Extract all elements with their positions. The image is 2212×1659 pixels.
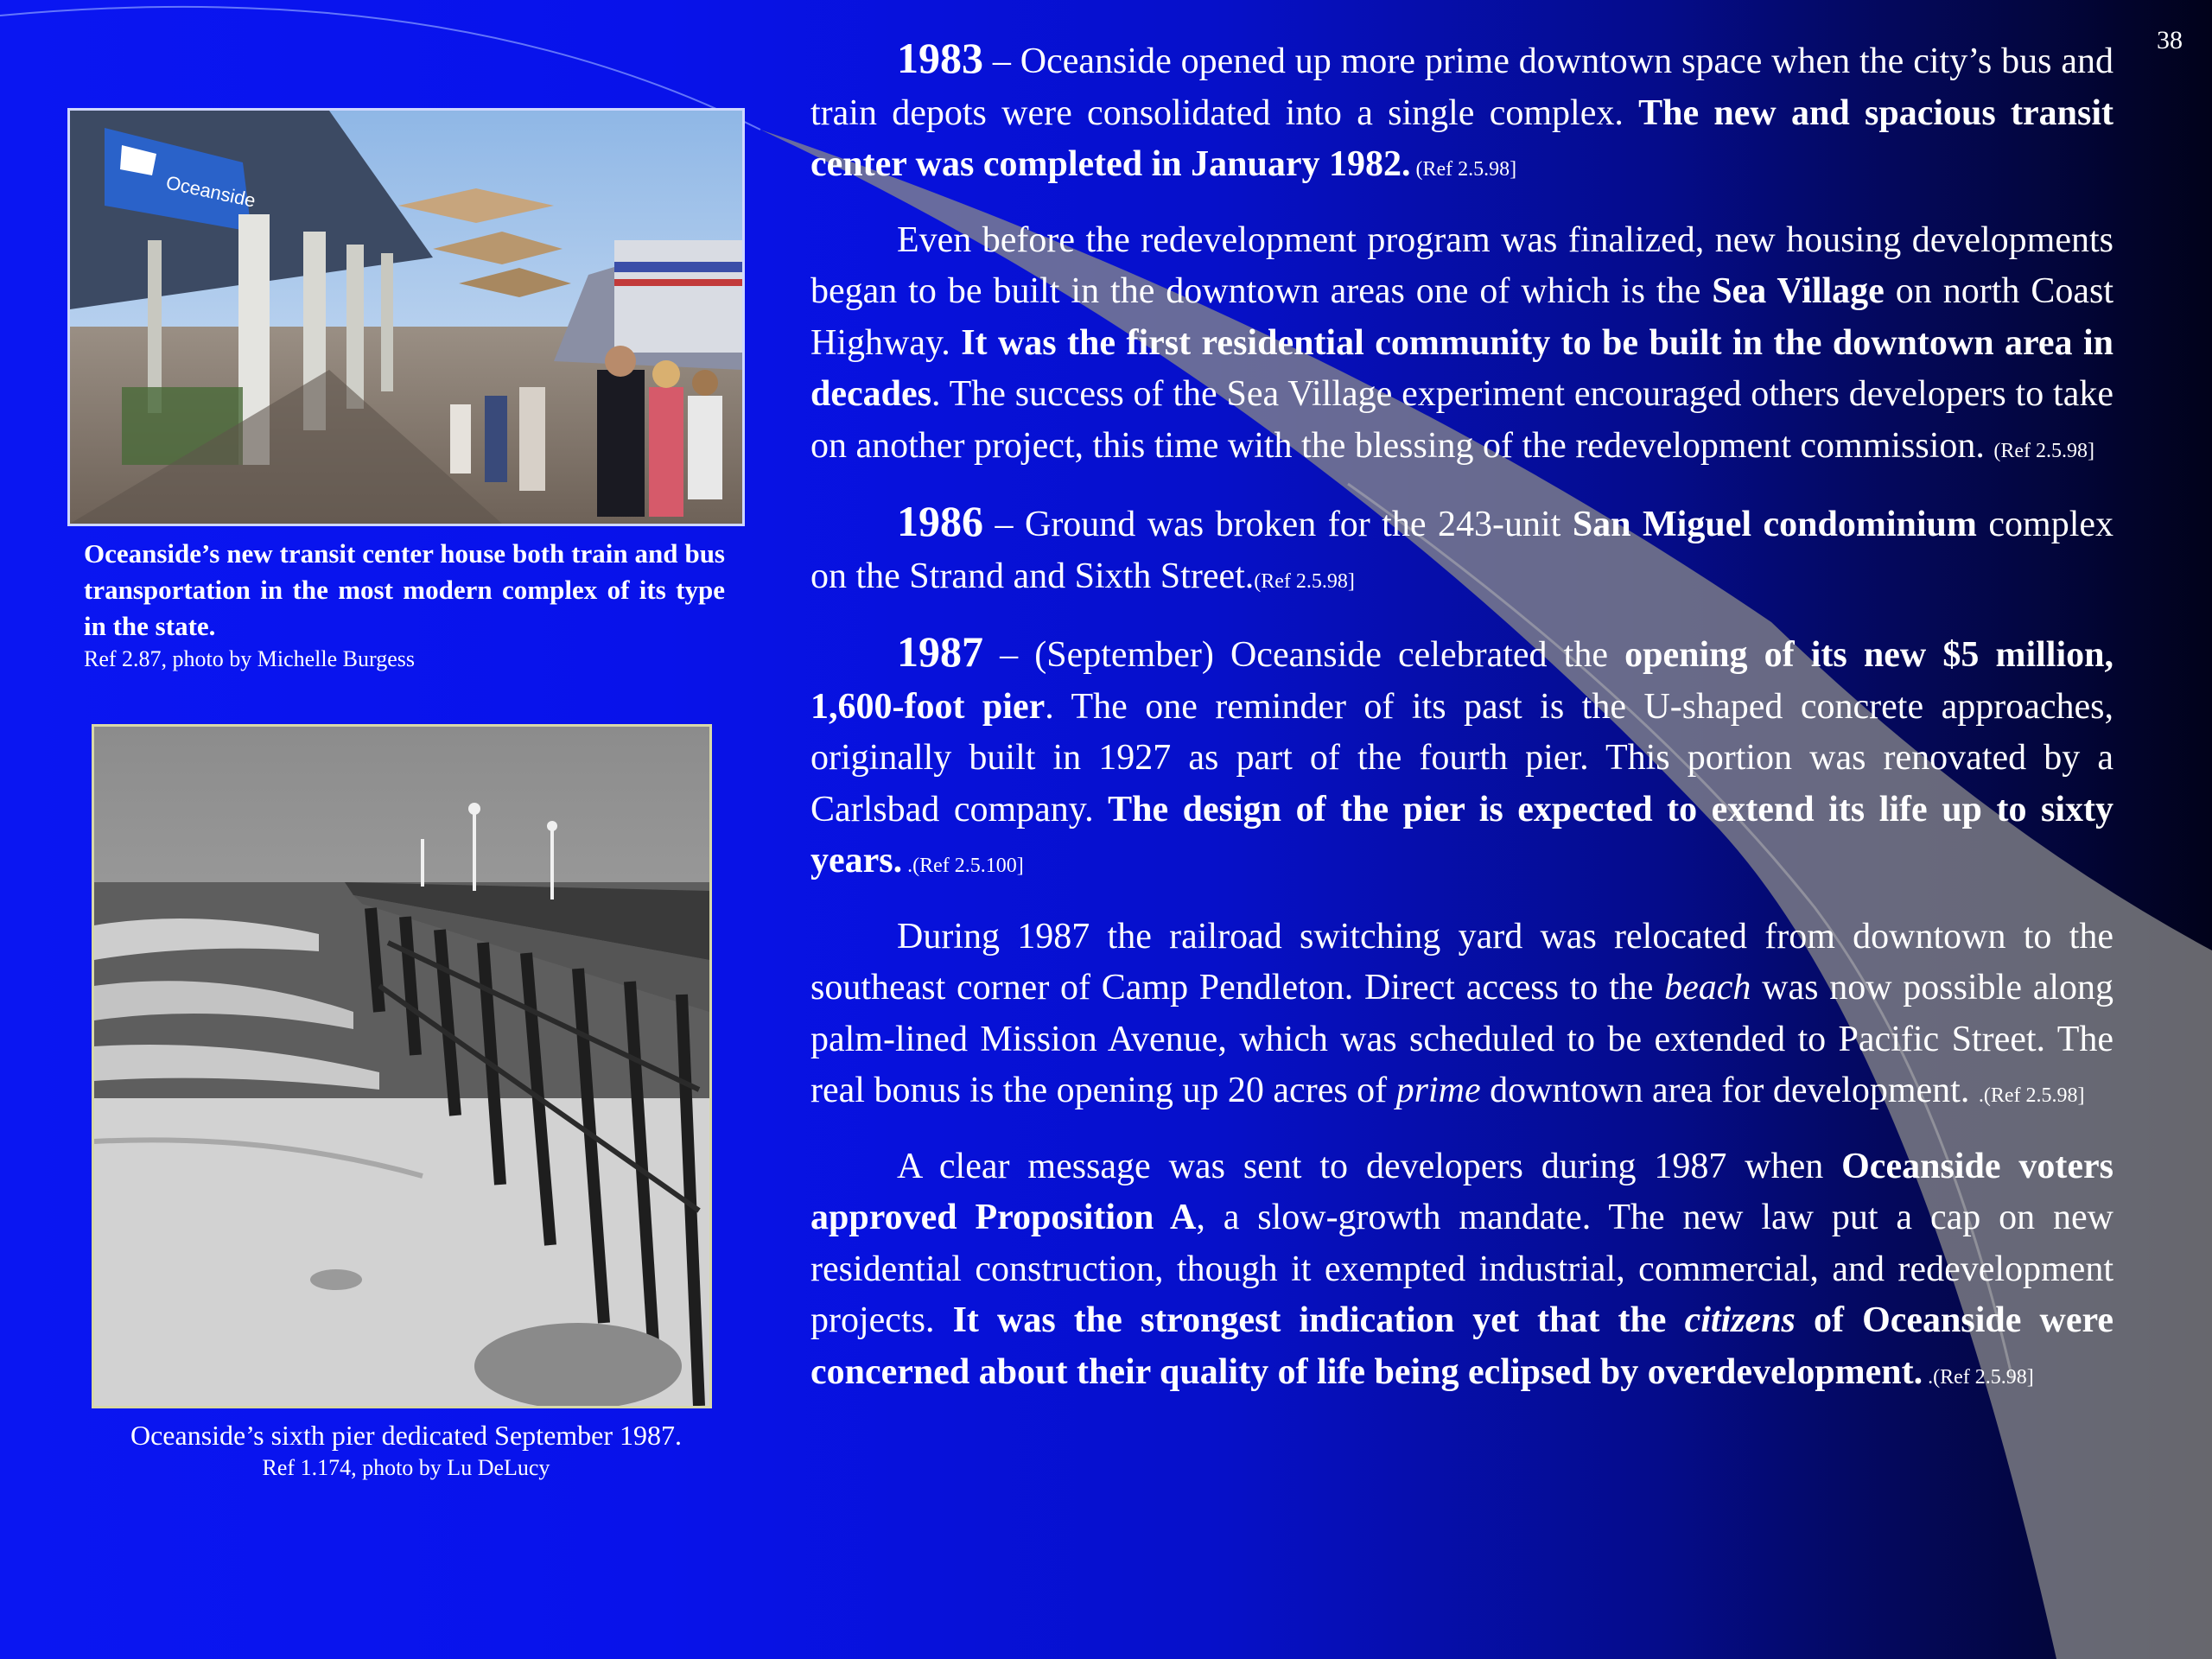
year-label: 1986 [897,497,983,545]
caption-reference: Ref 1.174, photo by Lu DeLucy [262,1455,550,1480]
paragraph-railroad [810,912,2113,1122]
bold-run: It was the strongest indication yet that the [952,1300,1685,1340]
pier-photo [92,724,712,1408]
bold-run: Sea Village [1712,271,1885,311]
text-run: . The one reminder of its past is the U-shaped concrete approaches, originally built in 1927 as part of the fourth pier. This portion was renovated by a Carlsbad company. [810,686,2113,830]
text-run: – (September) Oceanside celebrated the [983,635,1625,675]
station-sign: Oceanside [163,171,258,212]
paragraph-sea-village [810,215,2113,478]
reference: (Ref 2.5.98] [1993,439,2095,462]
text-run: A clear message was sent to developers during 1987 when [897,1146,1842,1186]
text-run: , a slow-growth mandate. The new law put a cap on new residential construction, though it exempted industrial, commercial, and redevelopment projects. [810,1198,2113,1340]
transit-photo-caption [84,536,725,674]
text-run: was now possible along palm-lined Mission Avenue, which was scheduled to be extended to Pacific Street. The real bonus is the opening up 20 acres of [810,968,2113,1110]
text-run: complex on the Strand and Sixth Street. [810,505,2114,596]
reference: .(Ref 2.5.98] [1923,1365,2034,1389]
text-run: Even before the redevelopment program was finalized, new housing developments began to be built in the downtown areas one of which is the [810,219,2113,311]
transit-center-photo [67,108,745,526]
bold-run: San Miguel condominium [1572,505,1977,544]
paragraph-1986 [810,496,2113,607]
article-body [810,33,2113,1422]
text-run: on north Coast Highway. [810,271,2114,363]
caption-reference: Ref 2.87, photo by Michelle Burgess [84,646,415,671]
italic-run: beach [1664,968,1751,1007]
reference: .(Ref 2.5.98] [1978,1084,2085,1107]
text-run: . The success of the Sea Village experiment encouraged others developers to take on another project, this time with the blessing of the redevelopment commission. [810,374,2113,466]
bold-run: opening of its new $5 million, 1,600-foot pier [810,635,2113,727]
year-label: 1983 [897,34,983,82]
paragraph-1983 [810,33,2113,196]
text-run: During 1987 the railroad switching yard was relocated from downtown to the southeast corner of Camp Pendleton. Direct access to the [810,916,2113,1007]
bold-italic-run: citizens [1684,1300,1796,1340]
caption-text: Oceanside’s new transit center house both train and bus transportation in the most modern complex of its type in the state. [84,538,725,641]
caption-text: Oceanside’s sixth pier dedicated September 1987. [130,1420,683,1451]
pier-photo-caption [52,1417,760,1483]
text-run: downtown area for development. [1480,1071,1979,1110]
paragraph-1987-pier [810,626,2113,893]
reference: (Ref 2.5.98] [1254,569,1355,593]
bold-run: Oceanside voters approved Proposition A [810,1146,2113,1237]
year-label: 1987 [897,627,983,676]
bold-run: of Oceanside were concerned about their quality of life being eclipsed by overdevelopment. [810,1300,2114,1392]
bold-run: It was the first residential community to be built in the downtown area in decades [810,322,2113,414]
text-run: – Ground was broken for the 243-unit [983,505,1573,544]
text-run: – Oceanside opened up more prime downtown space when the city’s bus and train depots were consolidated into a single complex. [810,41,2113,133]
bold-run: The design of the pier is expected to extend its life up to sixty years. [810,789,2113,880]
page-number: 38 [2157,26,2183,54]
italic-run: prime [1395,1071,1481,1110]
reference: .(Ref 2.5.100] [902,855,1024,877]
paragraph-proposition-a [810,1141,2113,1404]
bold-run: The new and spacious transit center was completed in January 1982. [810,92,2113,184]
reference: (Ref 2.5.98] [1410,158,1517,181]
